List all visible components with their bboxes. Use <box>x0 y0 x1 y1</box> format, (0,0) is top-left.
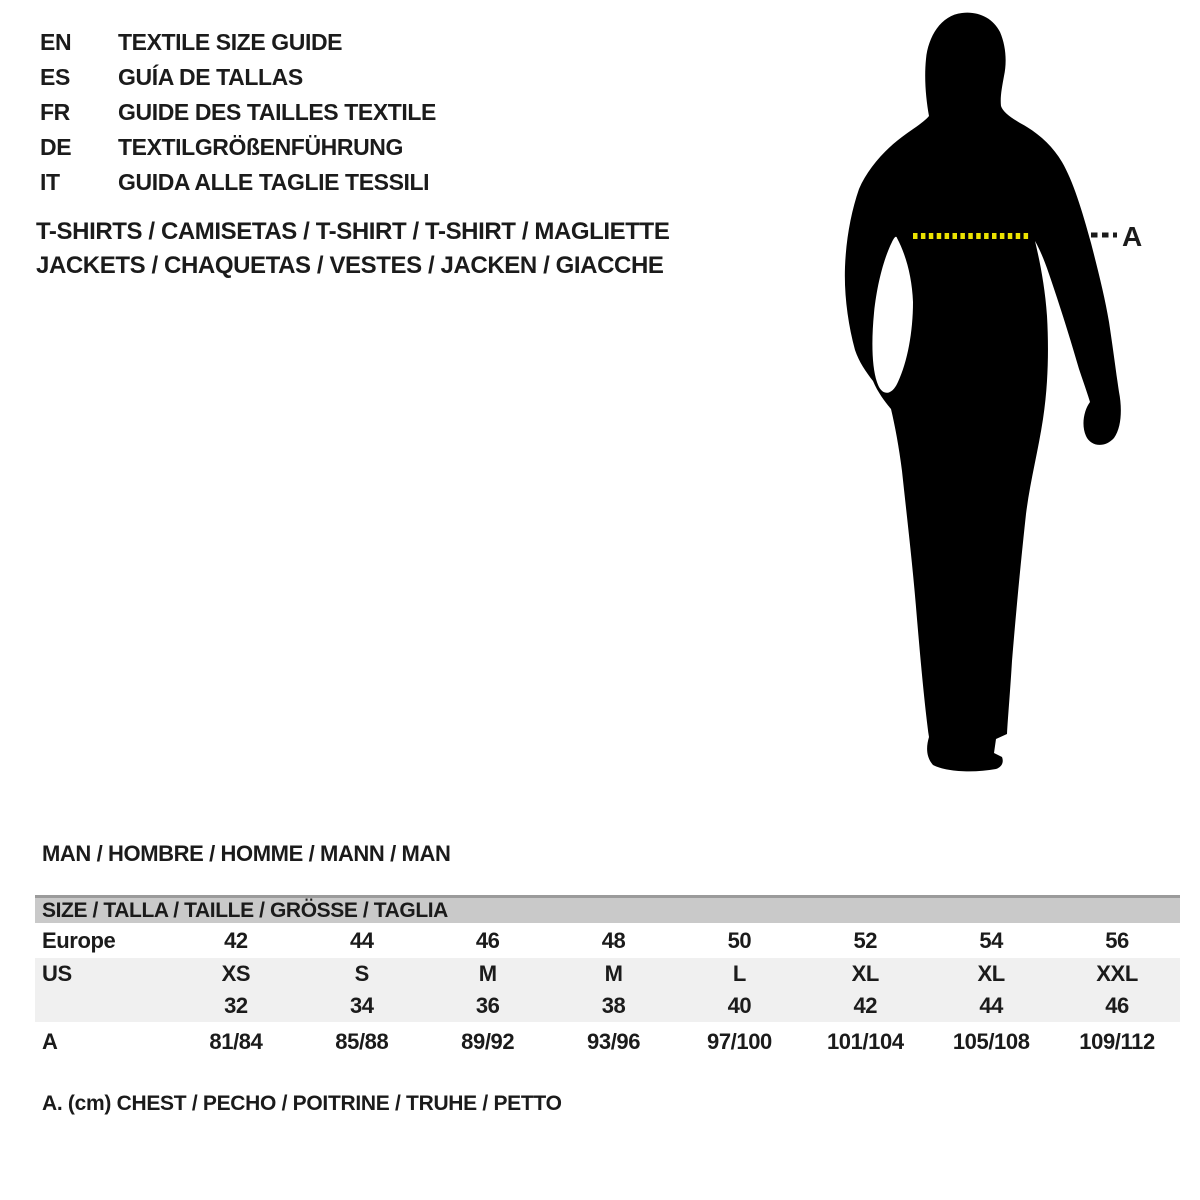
row-label: Europe <box>42 928 116 953</box>
language-code: EN <box>40 29 72 55</box>
table-row-chest-a <box>35 1022 1180 1060</box>
table-cell: 81/84 <box>209 1029 263 1054</box>
table-cell: 44 <box>349 928 374 953</box>
table-cell: 101/104 <box>826 1029 904 1054</box>
language-title: TEXTILE SIZE GUIDE <box>118 29 343 55</box>
table-cell: 85/88 <box>335 1029 389 1054</box>
language-row <box>40 130 436 165</box>
table-cell: 36 <box>475 993 500 1018</box>
table-cell: 46 <box>475 928 500 953</box>
table-cell: 105/108 <box>952 1029 1030 1054</box>
table-cell: 97/100 <box>706 1029 772 1054</box>
language-title: TEXTILGRÖßENFÜHRUNG <box>118 134 403 160</box>
row-label <box>35 990 173 1022</box>
table-row-us-numeric <box>35 990 1180 1022</box>
footnote-chest-measure: A. (cm) CHEST / PECHO / POITRINE / TRUHE / PETTO <box>42 1092 562 1115</box>
measure-label-a: A <box>1122 221 1143 252</box>
language-title: GUÍA DE TALLAS <box>118 64 303 90</box>
language-row <box>40 165 436 200</box>
table-row-europe <box>35 923 1180 958</box>
table-cell: M <box>604 961 623 986</box>
man-silhouette-figure <box>840 0 1160 800</box>
table-cell: 40 <box>727 993 752 1018</box>
table-cell: 38 <box>601 993 626 1018</box>
table-row-us <box>35 958 1180 990</box>
language-code: IT <box>40 169 60 195</box>
table-cell: 52 <box>853 928 878 953</box>
size-table-header: SIZE / TALLA / TAILLE / GRÖSSE / TAGLIA <box>35 895 1180 923</box>
table-cell: XL <box>977 961 1005 986</box>
table-cell: 93/96 <box>587 1029 641 1054</box>
table-cell: XL <box>851 961 879 986</box>
table-cell: 89/92 <box>461 1029 515 1054</box>
category-tshirts: T-SHIRTS / CAMISETAS / T-SHIRT / T-SHIRT / MAGLIETTE <box>36 218 670 245</box>
table-cell: 109/112 <box>1079 1029 1155 1054</box>
language-list <box>40 25 436 200</box>
man-silhouette-svg <box>840 0 1160 800</box>
table-cell: 32 <box>224 993 248 1018</box>
table-cell: S <box>354 961 369 986</box>
size-table <box>35 895 1180 1060</box>
table-cell: 50 <box>727 928 752 953</box>
language-title: GUIDE DES TAILLES TEXTILE <box>118 99 436 125</box>
table-cell: XS <box>221 961 251 986</box>
language-row <box>40 95 436 130</box>
language-row <box>40 60 436 95</box>
language-title: GUIDA ALLE TAGLIE TESSILI <box>118 169 430 195</box>
table-cell: 54 <box>979 928 1004 953</box>
table-cell: 56 <box>1105 928 1129 953</box>
row-label: US <box>42 961 72 986</box>
garment-category-list <box>36 215 669 283</box>
table-cell: XXL <box>1096 961 1138 986</box>
language-code: ES <box>40 64 70 90</box>
language-code: DE <box>40 134 72 160</box>
category-jackets: JACKETS / CHAQUETAS / VESTES / JACKEN / GIACCHE <box>36 252 664 279</box>
table-cell: M <box>478 961 497 986</box>
table-cell: 46 <box>1105 993 1129 1018</box>
table-cell: 48 <box>601 928 626 953</box>
table-cell: 42 <box>224 928 248 953</box>
table-cell: 34 <box>349 993 374 1018</box>
row-label: A <box>42 1029 58 1054</box>
table-cell: 42 <box>853 993 878 1018</box>
language-code: FR <box>40 99 70 125</box>
table-cell: 44 <box>979 993 1004 1018</box>
section-title-man: MAN / HOMBRE / HOMME / MANN / MAN <box>42 841 451 866</box>
language-row <box>40 25 436 60</box>
table-cell: L <box>732 961 746 986</box>
man-silhouette-shape <box>845 13 1121 772</box>
